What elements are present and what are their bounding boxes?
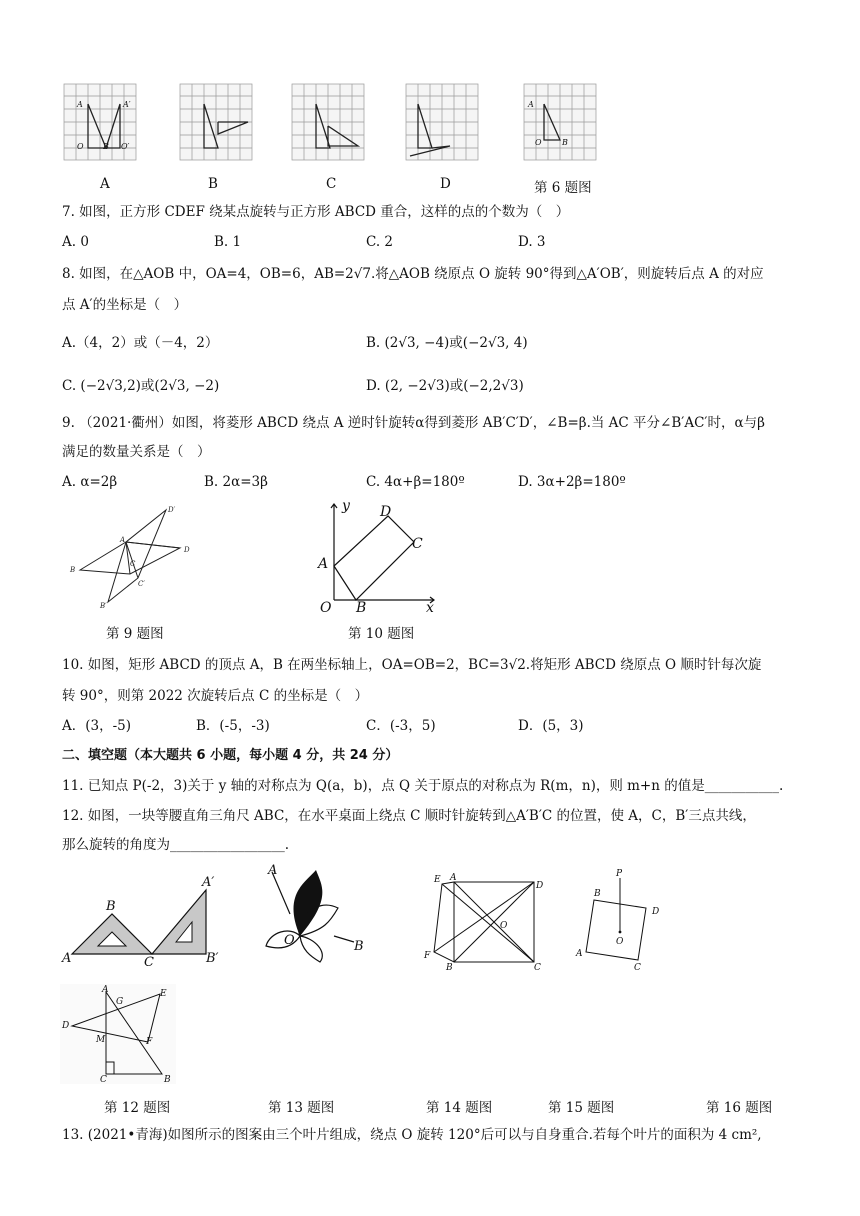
q13-caption: 第 13 题图 — [268, 1100, 335, 1116]
q10-stem-line1: 10. 如图，矩形 ABCD 的顶点 A，B 在两坐标轴上，OA=OB=2，BC=3√2.将矩形 ABCD 绕原点 O 顺时针每次旋 — [62, 657, 762, 673]
q6-figure-b — [178, 82, 254, 162]
fig-label: A — [102, 985, 109, 995]
q6-option-label-d: D — [440, 176, 451, 192]
q10-stem-line2: 转 90°，则第 2022 次旋转后点 C 的坐标是（ ） — [62, 688, 369, 704]
point-label-b: B — [356, 600, 367, 616]
q9-option-c: C. 4α+β=180º — [366, 474, 465, 490]
fig-label: A — [120, 536, 126, 544]
q7-option-b: B. 1 — [214, 234, 242, 250]
point-label: B — [103, 142, 109, 151]
q8-option-d: D. (2, −2√3)或(−2,2√3) — [366, 378, 524, 394]
fig-label: F — [146, 1037, 153, 1047]
q8-stem-line1: 8. 如图，在△AOB 中，OA=4，OB=6，AB=2√7.将△AOB 绕原点 O 旋转 90°得到△A′OB′，则旋转后点 A 的对应 — [62, 266, 764, 282]
q15-figure — [572, 866, 668, 974]
q10-option-c: C．(-3，5) — [366, 718, 436, 734]
point-label-a: A — [268, 864, 278, 878]
fig-label: F — [424, 951, 431, 961]
fig-label: C — [130, 560, 136, 568]
fig-label: D — [62, 1021, 70, 1031]
q6-option-label-c: C — [326, 176, 337, 192]
q14-figure — [420, 868, 550, 972]
q12-line2: 那么旋转的角度为_________________. — [62, 837, 290, 853]
point-label-a: A — [62, 951, 72, 966]
q16-caption: 第 16 题图 — [706, 1100, 773, 1116]
q8-option-c: C. (−2√3,2)或(2√3, −2) — [62, 378, 220, 394]
fig-label: C — [634, 963, 641, 973]
q6-caption: 第 6 题图 — [534, 180, 592, 196]
fig-label: B′ — [100, 602, 107, 610]
q6-figure-c — [290, 82, 366, 162]
q6-figure-problem — [522, 82, 598, 162]
fig-label: O — [500, 921, 508, 931]
point-label-o: O — [284, 933, 295, 948]
point-label-d: D — [380, 504, 392, 520]
q10-option-d: D．(5，3) — [518, 718, 584, 734]
point-label-a: A — [318, 556, 329, 572]
fig-label: D′ — [168, 506, 176, 514]
fig-label: B — [164, 1075, 171, 1084]
q11-text: 11. 已知点 P(-2，3)关于 y 轴的对称点为 Q(a，b)，点 Q 关于原点的对称点为 R(m，n)，则 m+n 的值是___________. — [62, 778, 784, 794]
point-label: O — [535, 138, 542, 147]
q9-stem-line1: 9. （2021·衢州）如图，将菱形 ABCD 绕点 A 逆时针旋转α得到菱形 AB′C′D′，∠B=β.当 AC 平分∠B′AC′时，α与β — [62, 415, 765, 431]
fig-label: A — [576, 949, 583, 959]
fig-label: G — [116, 997, 124, 1007]
q9-option-b: B. 2α=3β — [204, 474, 268, 490]
q9-stem-line2: 满足的数量关系是（ ） — [62, 444, 211, 460]
point-label-b-prime: B′ — [206, 951, 219, 966]
q15-caption: 第 15 题图 — [548, 1100, 615, 1116]
q9-option-a: A. α=2β — [62, 474, 118, 490]
fig-label: E — [160, 989, 167, 999]
q6-option-label-b: B — [208, 176, 218, 192]
point-label: B — [562, 138, 568, 147]
fig-label: C — [534, 963, 541, 972]
fig-label: P — [616, 869, 623, 879]
q10-caption: 第 10 题图 — [348, 626, 415, 642]
fig-label: C′ — [138, 580, 145, 588]
q10-option-b: B．(-5，-3) — [196, 718, 270, 734]
fig-label: B — [446, 963, 453, 972]
q10-option-a: A．(3，-5) — [62, 718, 132, 734]
point-label: A — [77, 100, 83, 109]
fig-label: C — [100, 1075, 107, 1084]
section-title: 二、填空题（本大题共 6 小题，每小题 4 分，共 24 分） — [62, 748, 399, 763]
fig-label: A — [450, 873, 457, 883]
q9-figure — [62, 502, 202, 614]
q13-line1: 13. (2021•青海)如图所示的图案由三个叶片组成，绕点 O 旋转 120°后可以与自身重合.若每个叶片的面积为 4 cm², — [62, 1127, 762, 1143]
axis-label-y: y — [342, 498, 350, 514]
q7-option-a: A. 0 — [62, 234, 89, 250]
fig-label: M — [96, 1035, 106, 1045]
q16-figure — [60, 984, 176, 1084]
q9-option-d: D. 3α+2β=180º — [518, 474, 626, 490]
q7-stem: 7. 如图，正方形 CDEF 绕某点旋转与正方形 ABCD 重合，这样的点的个数为（ ） — [62, 204, 570, 220]
q7-option-d: D. 3 — [518, 234, 546, 250]
fig-label: D — [536, 881, 544, 891]
fig-label: D — [652, 907, 660, 917]
point-label: A′ — [123, 100, 131, 109]
origin-label: O — [320, 600, 332, 616]
point-label: O — [77, 142, 84, 151]
q6-option-label-a: A — [100, 176, 110, 192]
q8-option-b: B. (2√3, −4)或(−2√3, 4) — [366, 335, 528, 351]
q7-option-c: C. 2 — [366, 234, 394, 250]
point-label-b: B — [354, 939, 364, 954]
point-label: A — [528, 100, 534, 109]
fig-label: E — [434, 875, 441, 885]
q12-figure — [60, 870, 230, 966]
q6-figure-d — [404, 82, 480, 162]
q14-caption: 第 14 题图 — [426, 1100, 493, 1116]
q12-caption: 第 12 题图 — [104, 1100, 171, 1116]
q12-line1: 12. 如图，一块等腰直角三角尺 ABC，在水平桌面上绕点 C 顺时针旋转到△A′B′C 的位置，使 A，C，B′三点共线， — [62, 808, 756, 824]
point-label: O′ — [121, 142, 130, 151]
point-label-c: C — [412, 536, 423, 552]
fig-label: O — [616, 937, 624, 947]
point-label-c: C — [144, 955, 154, 966]
q9-caption: 第 9 题图 — [106, 626, 164, 642]
fig-label: B — [594, 889, 601, 899]
q13-figure — [254, 864, 372, 964]
q10-figure — [314, 496, 442, 616]
q8-option-a: A.（4，2）或（－4，2） — [62, 335, 219, 351]
point-label-b: B — [106, 899, 116, 914]
fig-label: B — [70, 566, 76, 574]
fig-label: D — [184, 546, 190, 554]
point-label-a-prime: A′ — [202, 875, 215, 890]
axis-label-x: x — [426, 600, 434, 616]
q8-stem-line2: 点 A′的坐标是（ ） — [62, 297, 188, 313]
